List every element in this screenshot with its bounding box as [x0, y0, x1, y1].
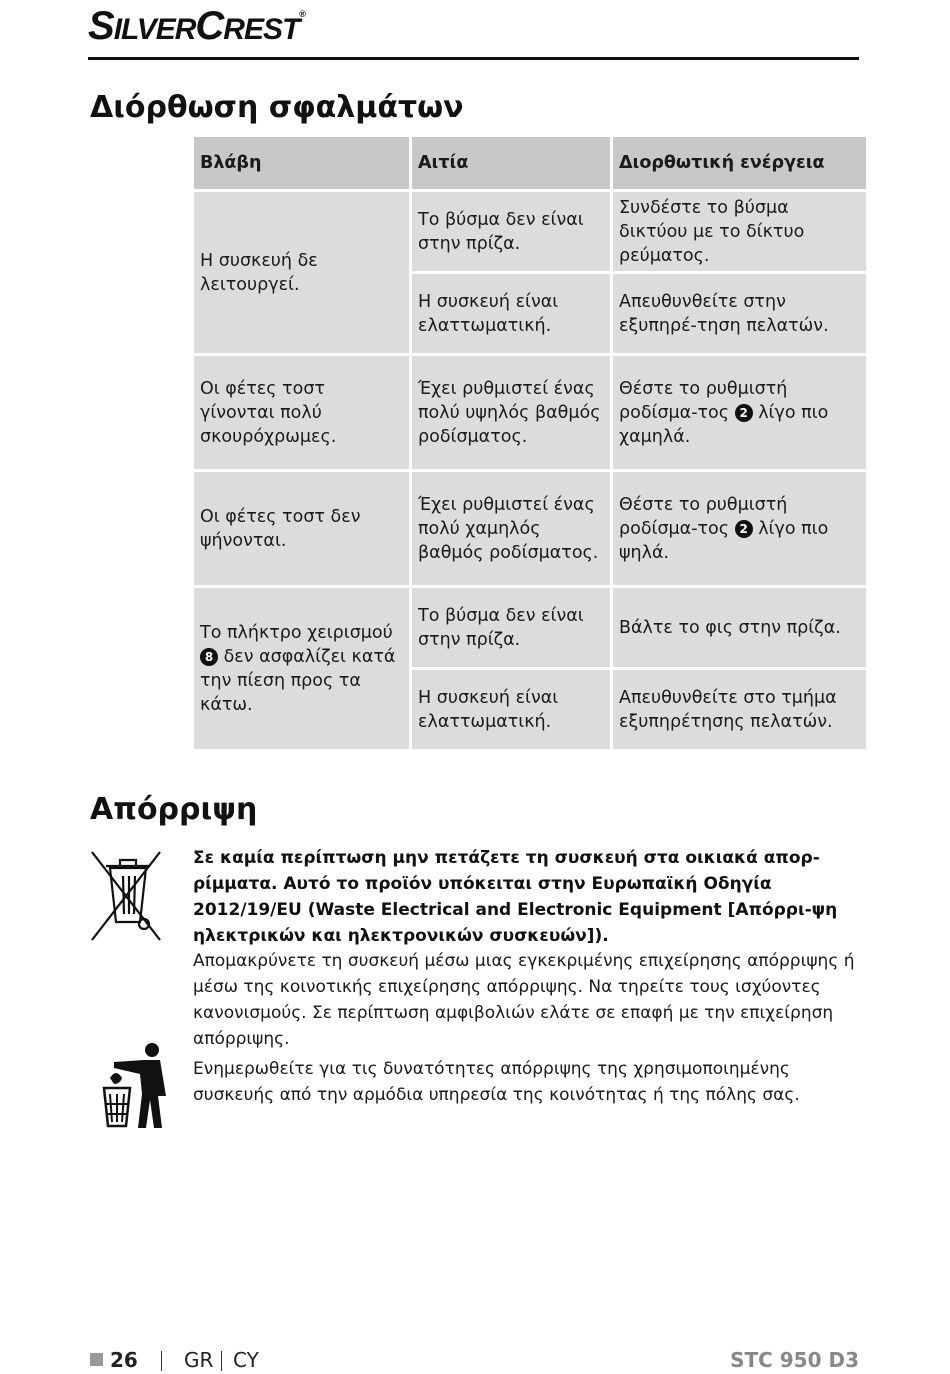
footer-model-number: STC 950 D3 — [730, 1348, 859, 1372]
crossed-out-wheelie-bin-icon — [90, 846, 162, 942]
remedy-cell: Απευθυνθείτε στο τμήμα εξυπηρέτησης πελατών. — [613, 670, 866, 749]
fault-cell: Το πλήκτρο χειρισμού 8 δεν ασφαλίζει κατά την πίεση προς τα κάτω. — [194, 588, 409, 749]
browning-dial-number-badge: 2 — [735, 404, 753, 422]
cause-cell: Η συσκευή είναι ελαττωματική. — [412, 274, 610, 353]
fault-cell: Οι φέτες τοστ γίνονται πολύ σκουρόχρωμες. — [194, 356, 409, 469]
footer-square-marker — [90, 1353, 103, 1366]
table-row — [194, 192, 866, 271]
disposal-warning: Σε καμία περίπτωση μην πετάζετε τη συσκευή στα οικιακά απορ-ρίμματα. Αυτό το προϊόν υπόκειται στην Ευρωπαϊκή Οδηγία 2012/19/EU (Waste Electrical and Electronic Equipment [Απόρρι-ψη ηλεκτρικών και ηλεκτρονικών συσκευών]). — [193, 848, 838, 946]
footer-country-gr: GR — [184, 1348, 214, 1372]
cause-cell: Το βύσμα δεν είναι στην πρίζα. — [412, 588, 610, 667]
remedy-cell: Θέστε το ρυθμιστή ροδίσμα-τος 2 λίγο πιο ψηλά. — [613, 472, 866, 585]
column-header-remedy: Διορθωτική ενέργεια — [613, 137, 866, 189]
footer-country-cy: CY — [233, 1348, 259, 1372]
footer-divider — [161, 1351, 162, 1371]
cause-cell: Έχει ρυθμιστεί ένας πολύ υψηλός βαθμός ροδίσματος. — [412, 356, 610, 469]
remedy-cell: Βάλτε το φις στην πρίζα. — [613, 588, 866, 667]
browning-dial-number-badge: 2 — [735, 520, 753, 538]
table-header-row — [194, 137, 866, 189]
remedy-cell: Θέστε το ρυθμιστή ροδίσμα-τος 2 λίγο πιο χαμηλά. — [613, 356, 866, 469]
fault-cell: Η συσκευή δε λειτουργεί. — [194, 192, 409, 353]
person-trash-bin-icon — [100, 1038, 172, 1130]
disposal-info: Ενημερωθείτε για τις δυνατότητες απόρριψης της χρησιμοποιημένης συσκευής από την αρμόδια υπηρεσία της κοινότητας ή της πόλης σας. — [193, 1059, 800, 1105]
table-row — [194, 472, 866, 585]
cause-cell: Το βύσμα δεν είναι στην πρίζα. — [412, 192, 610, 271]
header-rule — [88, 57, 859, 60]
footer-divider — [221, 1351, 222, 1371]
table-row — [194, 588, 866, 667]
cause-cell: Η συσκευή είναι ελαττωματική. — [412, 670, 610, 749]
brand-logo: SILVERCREST® — [88, 4, 305, 48]
table-row — [194, 356, 866, 469]
remedy-cell: Συνδέστε το βύσμα δικτύου με το δίκτυο ρεύματος. — [613, 192, 866, 271]
troubleshooting-table — [191, 134, 869, 752]
section-title-disposal: Απόρριψη — [90, 792, 258, 827]
section-title-troubleshooting: Διόρθωση σφαλμάτων — [90, 90, 464, 125]
fault-cell: Οι φέτες τοστ δεν ψήνονται. — [194, 472, 409, 585]
remedy-cell: Απευθυνθείτε στην εξυπηρέ-τηση πελατών. — [613, 274, 866, 353]
page-number: 26 — [110, 1348, 138, 1372]
cause-cell: Έχει ρυθμιστεί ένας πολύ χαμηλός βαθμός ροδίσματος. — [412, 472, 610, 585]
disposal-instructions: Απομακρύνετε τη συσκευή μέσω μιας εγκεκριμένης επιχείρησης απόρριψης ή μέσω της κοινοτικής επιχείρησης απόρριψης. Να τηρείτε τους ισχύοντες κανονισμούς. Σε περίπτωση αμφιβολιών ελάτε σε επαφή με την επιχείρηση απόρριψης. — [193, 951, 855, 1049]
lever-number-badge: 8 — [200, 648, 218, 666]
column-header-fault: Βλάβη — [194, 137, 409, 189]
column-header-cause: Αιτία — [412, 137, 610, 189]
